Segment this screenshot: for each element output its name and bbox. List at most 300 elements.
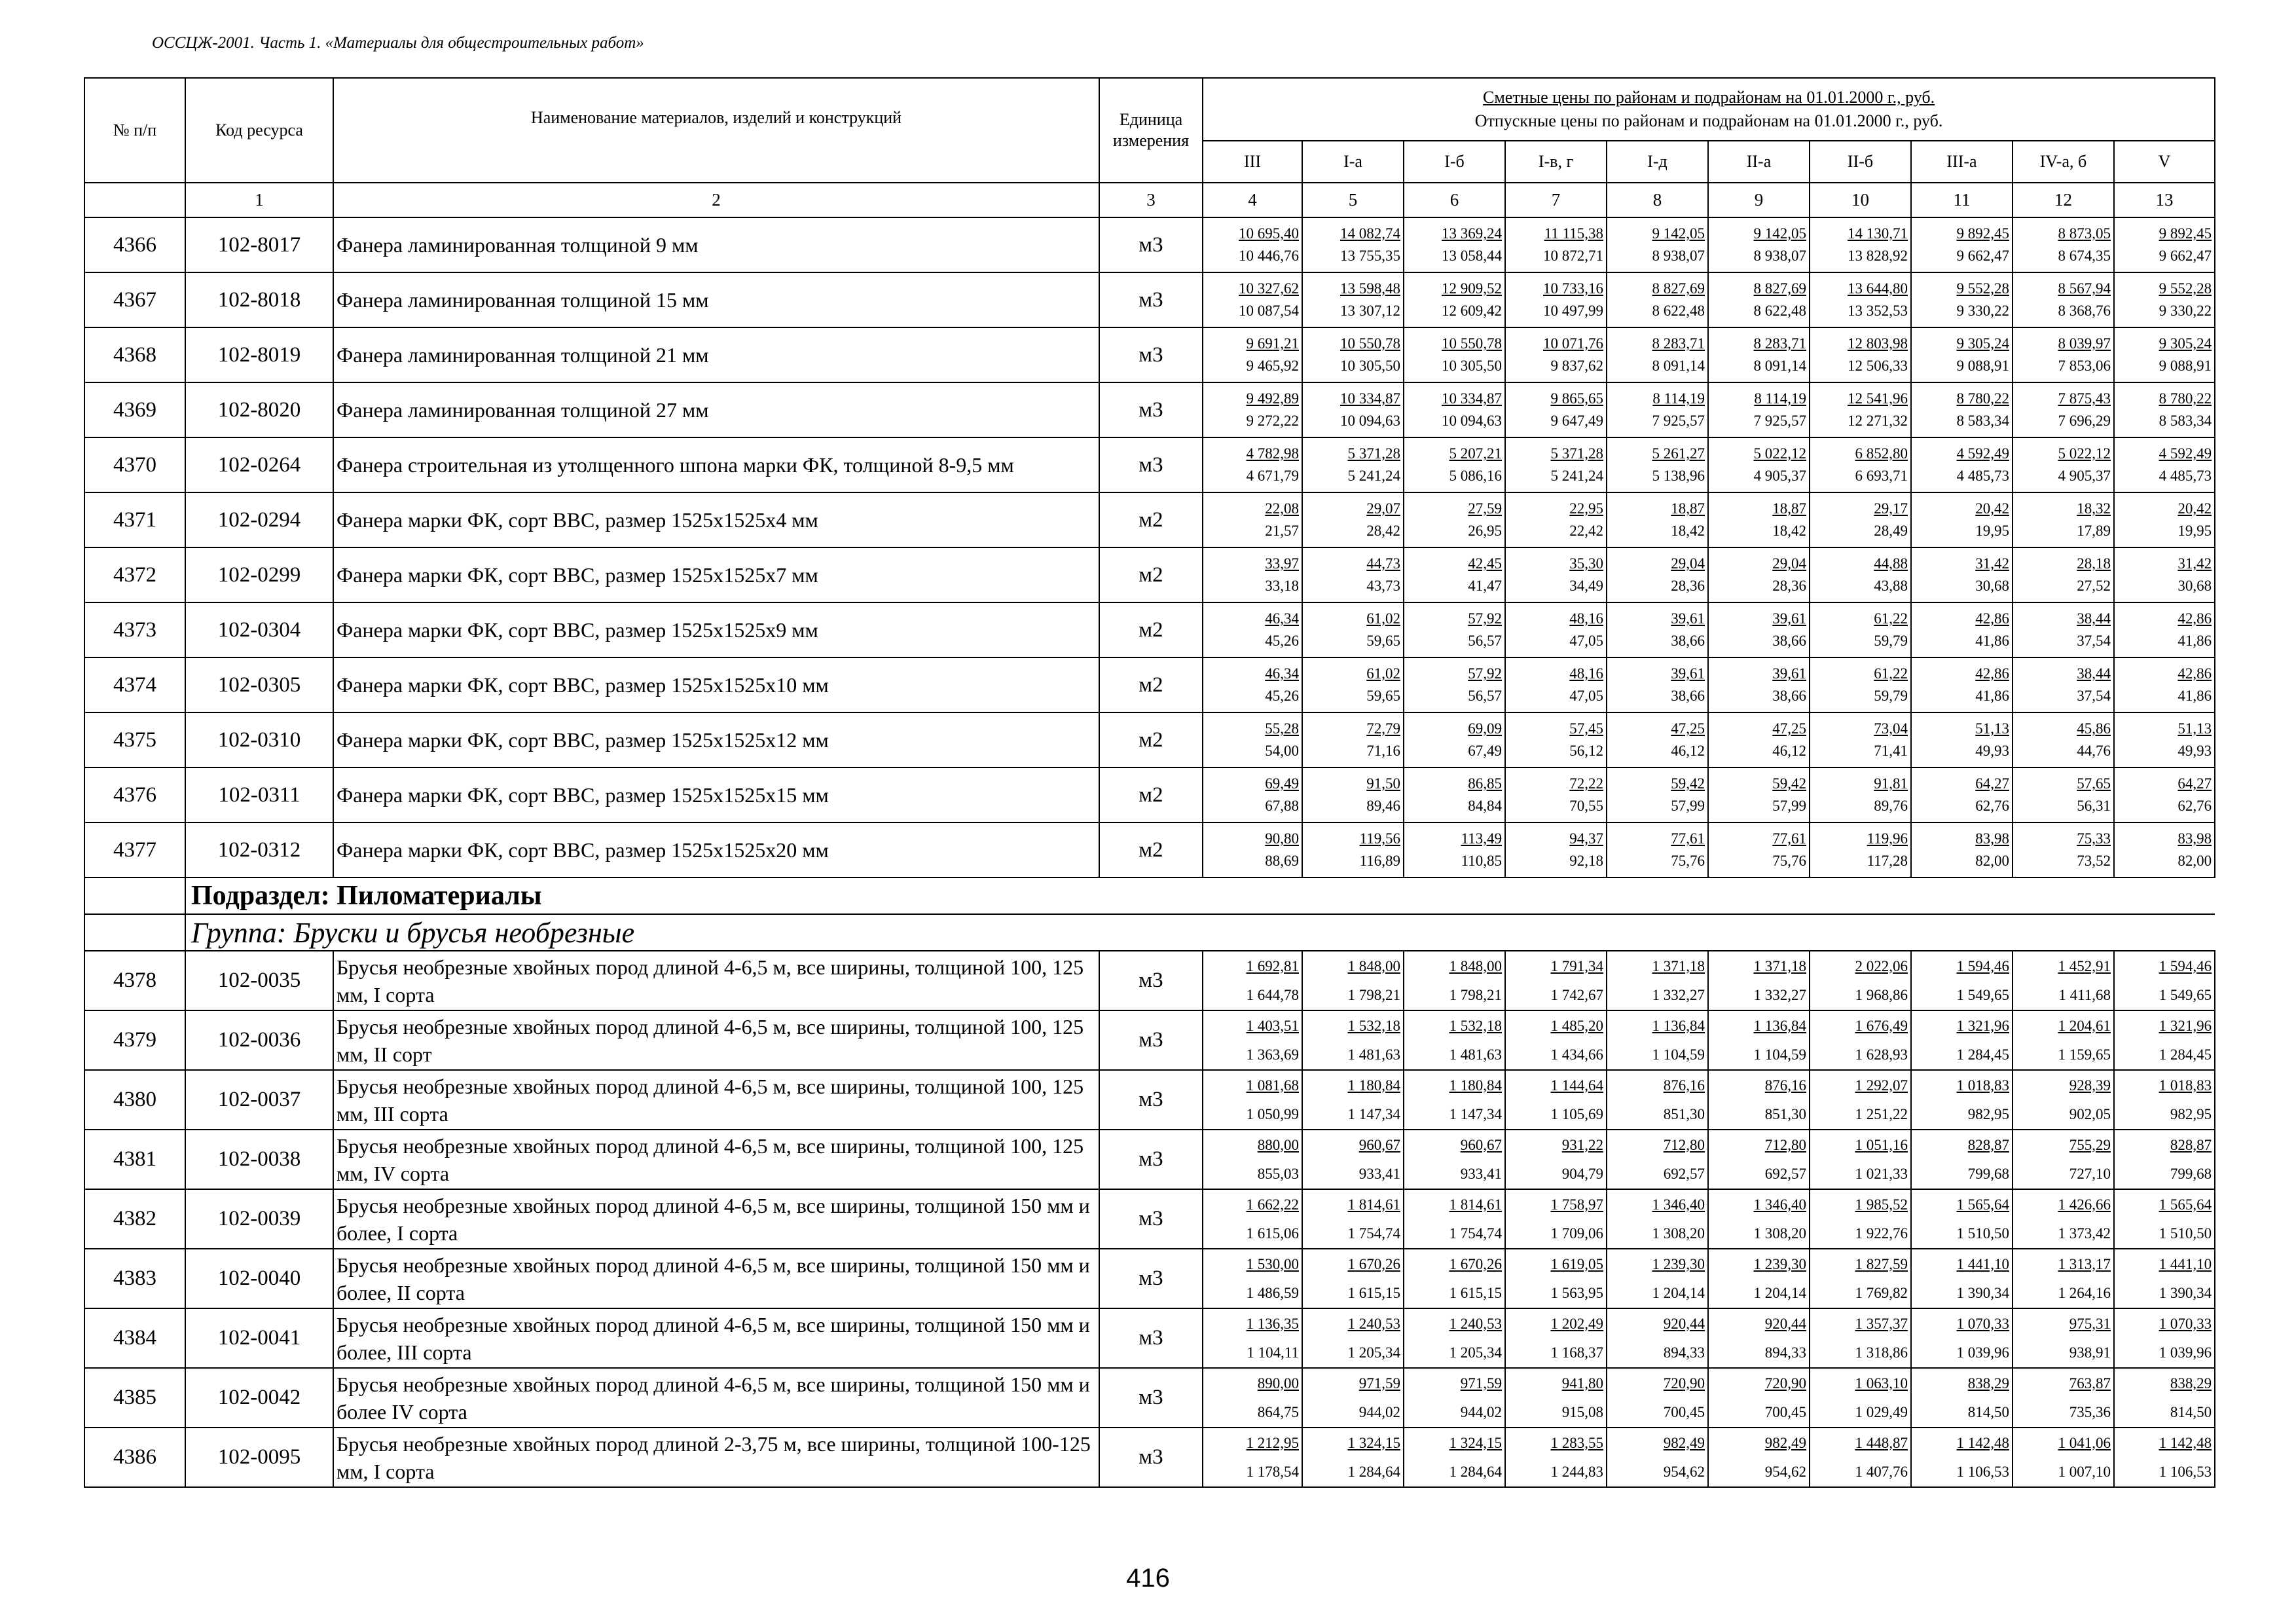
region-header: V — [2114, 141, 2215, 183]
resource-code: 102-0294 — [185, 492, 333, 547]
unit: м3 — [1099, 1368, 1203, 1428]
estimate-price: 55,28 — [1265, 720, 1299, 737]
unit: м3 — [1099, 1249, 1203, 1308]
release-price: 88,69 — [1265, 853, 1299, 869]
release-price: 10 094,63 — [1442, 413, 1502, 429]
estimate-price: 1 448,87 — [1855, 1434, 1908, 1451]
estimate-price: 18,87 — [1671, 500, 1705, 517]
price-cell — [1607, 712, 1708, 767]
release-price: 1 709,06 — [1550, 1225, 1603, 1242]
price-cell — [1607, 1308, 1708, 1368]
price-cell — [1505, 1189, 1607, 1249]
release-price: 1 284,64 — [1449, 1463, 1502, 1480]
release-price: 8 674,35 — [2058, 248, 2111, 264]
column-number: 2 — [333, 183, 1099, 217]
price-cell — [1708, 1070, 1810, 1130]
price-cell — [1203, 1368, 1302, 1428]
row-number: 4371 — [84, 492, 185, 547]
estimate-price: 9 142,05 — [1753, 225, 1806, 242]
release-price: 57,99 — [1671, 798, 1705, 814]
price-cell — [2114, 272, 2215, 327]
price-cell — [1911, 382, 2013, 437]
resource-code: 102-0311 — [185, 767, 333, 822]
estimate-price: 1 321,96 — [1956, 1017, 2009, 1034]
price-cell — [1302, 657, 1404, 712]
price-cell — [1404, 602, 1505, 657]
release-price: 41,86 — [1975, 688, 2009, 704]
estimate-price: 91,50 — [1366, 775, 1400, 792]
release-price: 1 549,65 — [2159, 986, 2212, 1003]
estimate-price: 39,61 — [1772, 610, 1806, 627]
estimate-price: 1 324,15 — [1347, 1434, 1400, 1451]
price-cell — [1708, 492, 1810, 547]
release-price: 27,52 — [2077, 578, 2111, 594]
estimate-price: 1 212,95 — [1246, 1434, 1299, 1451]
column-number: 6 — [1404, 183, 1505, 217]
release-price: 10 094,63 — [1340, 413, 1400, 429]
estimate-price: 960,67 — [1358, 1136, 1400, 1153]
estimate-price: 64,27 — [2178, 775, 2212, 792]
price-cell — [1505, 1308, 1607, 1368]
price-cell — [1708, 822, 1810, 877]
estimate-price: 720,90 — [1764, 1375, 1806, 1392]
estimate-price: 1 142,48 — [2159, 1434, 2212, 1451]
release-price: 1 284,64 — [1347, 1463, 1400, 1480]
table-row — [84, 1010, 2215, 1070]
estimate-price: 5 371,28 — [1550, 445, 1603, 462]
row-number: 4368 — [84, 327, 185, 382]
material-name: Брусья необрезные хвойных пород длиной 4-6,5 м, все ширины, толщиной 100, 125 мм, IV сорта — [333, 1130, 1099, 1189]
price-cell — [2114, 382, 2215, 437]
release-price: 38,66 — [1671, 633, 1705, 649]
estimate-price: 5 022,12 — [1753, 445, 1806, 462]
price-cell — [2013, 437, 2114, 492]
release-price: 1 332,27 — [1652, 986, 1705, 1003]
estimate-price: 828,87 — [2170, 1136, 2212, 1153]
release-price: 1 168,37 — [1550, 1344, 1603, 1361]
estimate-price: 1 758,97 — [1550, 1196, 1603, 1213]
material-name: Фанера марки ФК, сорт ВВС, размер 1525х1525х12 мм — [333, 712, 1099, 767]
estimate-price: 13 369,24 — [1442, 225, 1502, 242]
release-price: 45,26 — [1265, 633, 1299, 649]
price-cell — [2114, 1010, 2215, 1070]
estimate-price: 1 530,00 — [1246, 1255, 1299, 1272]
resource-code: 102-0040 — [185, 1249, 333, 1308]
price-cell — [1708, 382, 1810, 437]
price-cell — [1505, 1249, 1607, 1308]
release-price: 28,36 — [1671, 578, 1705, 594]
release-price: 700,45 — [1764, 1403, 1806, 1420]
estimate-price: 1 240,53 — [1347, 1315, 1400, 1332]
unit: м3 — [1099, 217, 1203, 272]
price-cell — [2114, 327, 2215, 382]
release-price: 1 510,50 — [1956, 1225, 2009, 1242]
row-number: 4370 — [84, 437, 185, 492]
estimate-price: 1 662,22 — [1246, 1196, 1299, 1213]
price-cell — [1810, 1249, 1911, 1308]
price-cell — [1810, 272, 1911, 327]
estimate-price: 10 334,87 — [1340, 390, 1400, 407]
estimate-price: 1 063,10 — [1855, 1375, 1908, 1392]
estimate-price: 755,29 — [2069, 1136, 2111, 1153]
resource-code: 102-8019 — [185, 327, 333, 382]
release-price: 727,10 — [2069, 1165, 2111, 1182]
material-name: Фанера ламинированная толщиной 21 мм — [333, 327, 1099, 382]
release-price: 116,89 — [1359, 853, 1400, 869]
estimate-price: 1 791,34 — [1550, 957, 1603, 974]
estimate-price: 1 346,40 — [1753, 1196, 1806, 1213]
estimate-price: 11 115,38 — [1544, 225, 1603, 242]
release-price: 1 264,16 — [2058, 1284, 2111, 1301]
price-cell — [1911, 437, 2013, 492]
release-price: 1 284,45 — [1956, 1046, 2009, 1063]
estimate-price: 920,44 — [1764, 1315, 1806, 1332]
row-number: 4372 — [84, 547, 185, 602]
price-cell — [1302, 1070, 1404, 1130]
column-header-num: № п/п — [84, 78, 185, 183]
unit: м3 — [1099, 382, 1203, 437]
release-price: 5 086,16 — [1449, 468, 1502, 484]
release-price: 82,00 — [2178, 853, 2212, 869]
price-cell — [1505, 382, 1607, 437]
estimate-price: 45,86 — [2077, 720, 2111, 737]
release-price: 1 106,53 — [1956, 1463, 2009, 1480]
price-cell — [1607, 272, 1708, 327]
unit: м2 — [1099, 767, 1203, 822]
estimate-price: 1 136,84 — [1753, 1017, 1806, 1034]
row-number: 4380 — [84, 1070, 185, 1130]
estimate-price: 838,29 — [1967, 1375, 2009, 1392]
estimate-price: 5 022,12 — [2058, 445, 2111, 462]
estimate-price: 14 130,71 — [1848, 225, 1908, 242]
region-header: II-б — [1810, 141, 1911, 183]
resource-code: 102-0042 — [185, 1368, 333, 1428]
row-number: 4366 — [84, 217, 185, 272]
release-price: 814,50 — [1967, 1403, 2009, 1420]
material-name: Фанера марки ФК, сорт ВВС, размер 1525х1525х9 мм — [333, 602, 1099, 657]
release-price: 1 407,76 — [1855, 1463, 1908, 1480]
estimate-price: 47,25 — [1671, 720, 1705, 737]
estimate-price: 1 324,15 — [1449, 1434, 1502, 1451]
price-cell — [1607, 657, 1708, 712]
estimate-price: 4 782,98 — [1246, 445, 1299, 462]
estimate-price: 960,67 — [1460, 1136, 1502, 1153]
resource-code: 102-8018 — [185, 272, 333, 327]
material-name: Брусья необрезные хвойных пород длиной 4-6,5 м, все ширины, толщиной 100, 125 мм, I сорта — [333, 951, 1099, 1010]
estimate-price: 83,98 — [2178, 830, 2212, 847]
release-price: 1 628,93 — [1855, 1046, 1908, 1063]
release-price: 1 486,59 — [1246, 1284, 1299, 1301]
release-price: 1 615,06 — [1246, 1225, 1299, 1242]
row-number: 4384 — [84, 1308, 185, 1368]
table-row — [84, 767, 2215, 822]
column-number: 7 — [1505, 183, 1607, 217]
resource-code: 102-0304 — [185, 602, 333, 657]
price-cell — [2013, 1308, 2114, 1368]
unit: м3 — [1099, 951, 1203, 1010]
estimate-price: 763,87 — [2069, 1375, 2111, 1392]
release-price: 45,26 — [1265, 688, 1299, 704]
material-name: Фанера марки ФК, сорт ВВС, размер 1525х1525х15 мм — [333, 767, 1099, 822]
release-price: 1 798,21 — [1449, 986, 1502, 1003]
price-cell — [1203, 547, 1302, 602]
column-header-unit: Единица измерения — [1099, 78, 1203, 183]
estimate-price: 8 827,69 — [1753, 280, 1806, 297]
price-cell — [1203, 1070, 1302, 1130]
price-cell — [1505, 547, 1607, 602]
price-cell — [1607, 1189, 1708, 1249]
price-cell — [1505, 272, 1607, 327]
price-cell — [1302, 1428, 1404, 1487]
estimate-price: 1 670,26 — [1347, 1255, 1400, 1272]
estimate-price: 931,22 — [1561, 1136, 1603, 1153]
price-cell — [1404, 712, 1505, 767]
price-cell — [1302, 1249, 1404, 1308]
release-price: 894,33 — [1663, 1344, 1705, 1361]
price-cell — [1302, 382, 1404, 437]
release-price: 41,86 — [1975, 633, 2009, 649]
release-price: 902,05 — [2069, 1105, 2111, 1122]
release-price: 851,30 — [1663, 1105, 1705, 1122]
release-price: 57,99 — [1772, 798, 1806, 814]
release-price: 10 087,54 — [1239, 303, 1299, 319]
price-cell — [1607, 1368, 1708, 1428]
release-price: 7 925,57 — [1652, 413, 1705, 429]
release-price: 28,36 — [1772, 578, 1806, 594]
estimate-price: 42,45 — [1468, 555, 1502, 572]
release-price: 982,95 — [1967, 1105, 2009, 1122]
price-cell — [1810, 1010, 1911, 1070]
release-price: 1 754,74 — [1449, 1225, 1502, 1242]
region-header: III — [1203, 141, 1302, 183]
estimate-price: 1 070,33 — [2159, 1315, 2212, 1332]
price-cell — [1708, 1130, 1810, 1189]
price-cell — [1505, 822, 1607, 877]
release-price: 1 147,34 — [1347, 1105, 1400, 1122]
price-cell — [1203, 1428, 1302, 1487]
release-price: 5 241,24 — [1550, 468, 1603, 484]
price-cell — [1708, 547, 1810, 602]
price-cell — [1708, 1308, 1810, 1368]
price-cell — [2114, 547, 2215, 602]
release-price: 1 373,42 — [2058, 1225, 2111, 1242]
estimate-price: 8 114,19 — [1652, 390, 1705, 407]
release-price: 37,54 — [2077, 633, 2111, 649]
release-price: 19,95 — [1975, 523, 2009, 539]
price-cell — [1203, 602, 1302, 657]
group-row — [84, 914, 2215, 951]
release-price: 37,54 — [2077, 688, 2111, 704]
estimate-price: 2 022,06 — [1855, 957, 1908, 974]
price-cell — [1708, 217, 1810, 272]
price-cell — [1203, 1130, 1302, 1189]
release-price: 54,00 — [1265, 743, 1299, 759]
release-price: 1 039,96 — [2159, 1344, 2212, 1361]
row-number: 4381 — [84, 1130, 185, 1189]
price-cell — [1810, 1368, 1911, 1428]
region-header: I-б — [1404, 141, 1505, 183]
unit: м2 — [1099, 602, 1203, 657]
price-cell — [1302, 1308, 1404, 1368]
price-cell — [1911, 951, 2013, 1010]
estimate-price: 941,80 — [1561, 1375, 1603, 1392]
estimate-price: 18,87 — [1772, 500, 1806, 517]
unit: м3 — [1099, 1010, 1203, 1070]
price-cell — [1607, 602, 1708, 657]
price-cell — [1203, 217, 1302, 272]
release-price: 944,02 — [1460, 1403, 1502, 1420]
release-price: 38,66 — [1772, 688, 1806, 704]
estimate-price: 8 283,71 — [1753, 335, 1806, 352]
column-number: 3 — [1099, 183, 1203, 217]
material-name: Фанера марки ФК, сорт ВВС, размер 1525х1525х20 мм — [333, 822, 1099, 877]
estimate-price: 57,65 — [2077, 775, 2111, 792]
release-price: 8 368,76 — [2058, 303, 2111, 319]
price-cell — [1708, 767, 1810, 822]
estimate-price: 1 452,91 — [2058, 957, 2111, 974]
estimate-price: 20,42 — [1975, 500, 2009, 517]
price-cell — [1404, 657, 1505, 712]
price-cell — [1203, 951, 1302, 1010]
price-cell — [1302, 1189, 1404, 1249]
estimate-price: 838,29 — [2170, 1375, 2212, 1392]
release-price: 864,75 — [1257, 1403, 1299, 1420]
price-cell — [2114, 1249, 2215, 1308]
price-cell — [2013, 822, 2114, 877]
price-cell — [2114, 1428, 2215, 1487]
estimate-price: 982,49 — [1764, 1434, 1806, 1451]
release-price: 735,36 — [2069, 1403, 2111, 1420]
price-cell — [1810, 822, 1911, 877]
estimate-price: 9 892,45 — [2159, 225, 2212, 242]
table-row — [84, 437, 2215, 492]
unit: м3 — [1099, 1189, 1203, 1249]
estimate-price: 5 371,28 — [1347, 445, 1400, 462]
price-cell — [2013, 1010, 2114, 1070]
estimate-price: 12 803,98 — [1848, 335, 1908, 352]
release-price: 1 390,34 — [1956, 1284, 2009, 1301]
estimate-price: 42,86 — [2178, 610, 2212, 627]
unit: м3 — [1099, 1308, 1203, 1368]
estimate-price: 1 202,49 — [1550, 1315, 1603, 1332]
price-cell — [1203, 492, 1302, 547]
release-price: 954,62 — [1663, 1463, 1705, 1480]
estimate-price: 31,42 — [2178, 555, 2212, 572]
price-cell — [2114, 1308, 2215, 1368]
estimate-price: 61,02 — [1366, 610, 1400, 627]
release-price: 38,66 — [1671, 688, 1705, 704]
release-price: 1 769,82 — [1855, 1284, 1908, 1301]
price-cell — [1302, 547, 1404, 602]
price-cell — [1911, 1070, 2013, 1130]
estimate-price: 1 441,10 — [1956, 1255, 2009, 1272]
release-price: 12 271,32 — [1848, 413, 1908, 429]
estimate-price: 59,42 — [1671, 775, 1705, 792]
release-price: 1 284,45 — [2159, 1046, 2212, 1063]
release-price: 851,30 — [1764, 1105, 1806, 1122]
release-price: 19,95 — [2178, 523, 2212, 539]
release-price: 7 696,29 — [2058, 413, 2111, 429]
release-price: 799,68 — [1967, 1165, 2009, 1182]
price-cell — [2114, 1189, 2215, 1249]
price-cell — [1708, 327, 1810, 382]
estimate-price: 920,44 — [1663, 1315, 1705, 1332]
price-cell — [1607, 951, 1708, 1010]
estimate-price: 9 552,28 — [1956, 280, 2009, 297]
price-cell — [1302, 272, 1404, 327]
price-cell — [1404, 1368, 1505, 1428]
estimate-price: 9 305,24 — [1956, 335, 2009, 352]
price-cell — [1505, 951, 1607, 1010]
estimate-price: 1 814,61 — [1449, 1196, 1502, 1213]
price-cell — [1404, 1428, 1505, 1487]
estimate-price: 1 321,96 — [2159, 1017, 2212, 1034]
release-price: 944,02 — [1358, 1403, 1400, 1420]
price-cell — [1203, 437, 1302, 492]
price-cell — [2013, 767, 2114, 822]
estimate-price: 8 780,22 — [2159, 390, 2212, 407]
release-price: 41,86 — [2178, 688, 2212, 704]
release-price: 692,57 — [1764, 1165, 1806, 1182]
estimate-price: 29,17 — [1874, 500, 1908, 517]
price-cell — [1810, 951, 1911, 1010]
estimate-price: 1 371,18 — [1753, 957, 1806, 974]
table-row — [84, 712, 2215, 767]
release-price: 5 138,96 — [1652, 468, 1705, 484]
release-price: 13 755,35 — [1340, 248, 1400, 264]
estimate-price: 94,37 — [1569, 830, 1603, 847]
release-price: 692,57 — [1663, 1165, 1705, 1182]
release-price: 84,84 — [1468, 798, 1502, 814]
estimate-price: 75,33 — [2077, 830, 2111, 847]
release-price: 59,65 — [1366, 688, 1400, 704]
estimate-price: 1 239,30 — [1753, 1255, 1806, 1272]
price-cell — [1810, 1428, 1911, 1487]
price-cell — [1708, 272, 1810, 327]
estimate-price: 1 292,07 — [1855, 1077, 1908, 1094]
price-cell — [1911, 1308, 2013, 1368]
price-cell — [1203, 382, 1302, 437]
resource-code: 102-0039 — [185, 1189, 333, 1249]
price-cell — [1708, 437, 1810, 492]
release-price: 43,88 — [1874, 578, 1908, 594]
price-cell — [2114, 217, 2215, 272]
unit: м2 — [1099, 492, 1203, 547]
estimate-price: 44,73 — [1366, 555, 1400, 572]
release-price: 954,62 — [1764, 1463, 1806, 1480]
estimate-price: 72,22 — [1569, 775, 1603, 792]
estimate-price: 1 403,51 — [1246, 1017, 1299, 1034]
release-price: 62,76 — [1975, 798, 2009, 814]
price-cell — [1607, 1010, 1708, 1070]
estimate-price: 975,31 — [2069, 1315, 2111, 1332]
material-name: Фанера ламинированная толщиной 15 мм — [333, 272, 1099, 327]
page-number: 416 — [1126, 1564, 1170, 1593]
estimate-price: 1 814,61 — [1347, 1196, 1400, 1213]
estimate-price: 7 875,43 — [2058, 390, 2111, 407]
estimate-price: 6 852,80 — [1855, 445, 1908, 462]
estimate-price: 1 346,40 — [1652, 1196, 1705, 1213]
subsection-blank — [84, 877, 185, 914]
price-table — [84, 77, 2215, 1488]
release-price: 1 308,20 — [1753, 1225, 1806, 1242]
estimate-price: 29,04 — [1671, 555, 1705, 572]
estimate-price: 9 865,65 — [1550, 390, 1603, 407]
release-price: 56,12 — [1569, 743, 1603, 759]
estimate-price: 113,49 — [1461, 830, 1502, 847]
price-cell — [2013, 1070, 2114, 1130]
estimate-price: 982,49 — [1663, 1434, 1705, 1451]
